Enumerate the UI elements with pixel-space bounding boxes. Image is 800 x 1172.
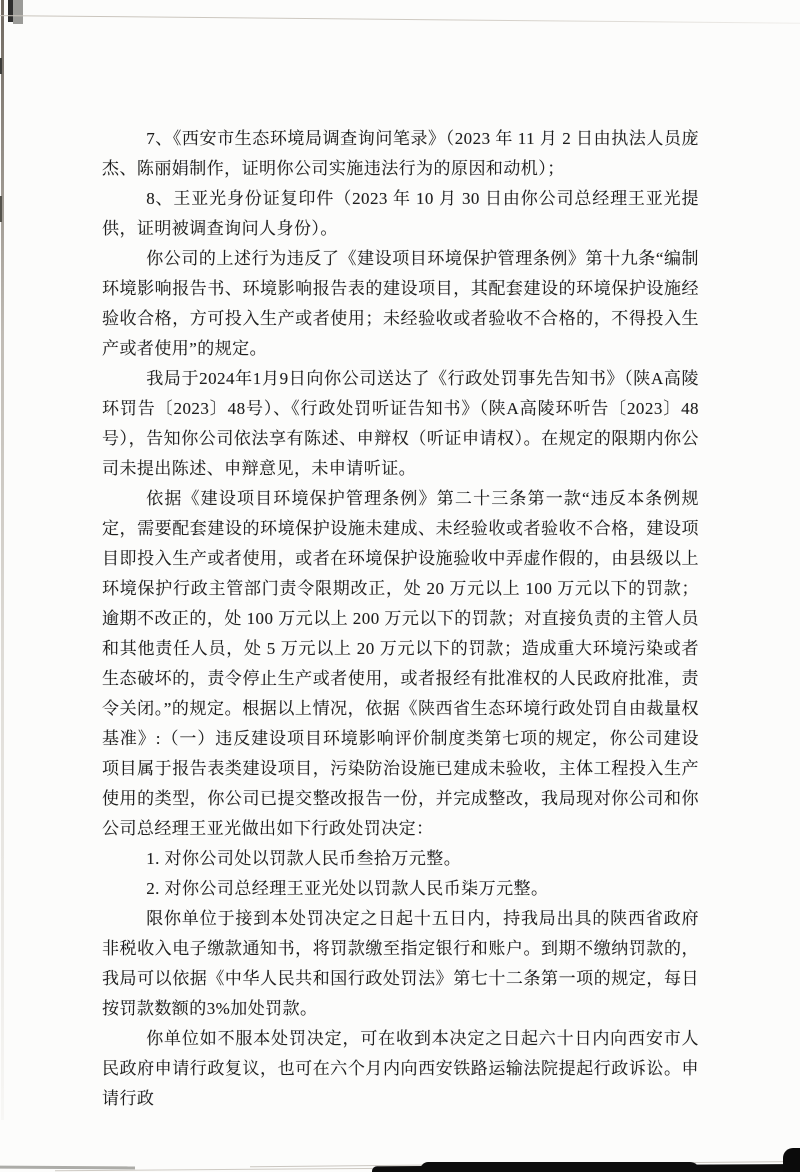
scan-artifact-topleft-black-bar xyxy=(8,0,13,22)
scan-artifact-topleft-gray-bar xyxy=(13,0,23,24)
paragraph-decision-item-2: 2. 对你公司总经理王亚光处以罚款人民币柒万元整。 xyxy=(146,879,549,898)
paragraph-payment-terms: 限你单位于接到本处罚决定之日起十五日内，持我局出具的陕西省政府非税收入电子缴款通知书，将罚款缴至指定银行和账户。到期不缴纳罚款的，我局可以依据《中华人民共和国行政处罚法》第七十二条第一项的规定，每日按罚款数额的3%加处罚款。 xyxy=(102,909,699,1018)
scan-artifact-bottomright-corner xyxy=(783,1148,800,1172)
paragraph-prior-notice: 我局于2024年1月9日向你公司送达了《行政处罚事先告知书》（陕A高陵环罚告〔2023〕48号）、《行政处罚听证告知书》（陕A高陵环听告〔2023〕48号），告知你公司依法享有陈述、申辩权（听证申请权）。在规定的限期内你公司未提出陈述、申辩意见，未申请听证。 xyxy=(102,369,699,478)
paragraph-violation: 你公司的上述行为违反了《建设项目环境保护管理条例》第十九条“编制环境影响报告书、环境影响报告表的建设项目，其配套建设的环境保护设施经验收合格，方可投入生产或者使用；未经验收或者验收不合格的，不得投入生产或者使用”的规定。 xyxy=(102,249,699,358)
paragraph-legal-basis: 依据《建设项目环境保护管理条例》第二十三条第一款“违反本条例规定，需要配套建设的环境保护设施未建成、未经验收或者验收不合格，建设项目即投入生产或者使用，或者在环境保护设施验收中弄虚作假的，由县级以上环境保护行政主管部门责令限期改正，处 20 万元以上 100 万元以下的罚款；逾期不改正的，处 100 万元以上 200 万元以下的罚款；对直接负责的主管人员和其他责任人员，处 5 万元以上 20 万元以下的罚款；造成重大环境污染或者生态破坏的，责令停止生产或者使用，或者报经有批准权的人民政府批准，责令关闭。”的规定。根据以上情况，依据《陕西省生态环境行政处罚自由裁量权基准》:（一）违反建设项目环境影响评价制度类第七项的规定，你公司建设项目属于报告表类建设项目，污染防治设施已建成未验收，主体工程投入生产使用的类型，你公司已提交整改报告一份，并完成整改，我局现对你公司和你公司总经理王亚光做出如下行政处罚决定： xyxy=(102,489,699,838)
scan-artifact-top-scanline xyxy=(0,15,800,24)
scan-artifact-left-edge-tick xyxy=(0,196,2,222)
scan-artifact-bottom-black-band xyxy=(420,1162,700,1172)
paragraph-evidence-8: 8、王亚光身份证复印件（2023 年 10 月 30 日由你公司总经理王亚光提供，证明被调查询问人身份）。 xyxy=(102,189,699,238)
scan-artifact-bottom-faint-line xyxy=(250,1161,800,1167)
paragraph-decision-item-1: 1. 对你公司处以罚款人民币叁拾万元整。 xyxy=(146,849,462,868)
scan-artifact-bottom-black-band xyxy=(372,1164,800,1172)
paragraph-appeal-rights: 你单位如不服本处罚决定，可在收到本决定之日起六十日内向西安市人民政府申请行政复议，也可在六个月内向西安铁路运输法院提起行政诉讼。申请行政 xyxy=(102,1029,699,1108)
scan-artifact-bottomleft-strip xyxy=(0,1166,135,1170)
paragraph-evidence-7: 7、《西安市生态环境局调查询问笔录》（2023 年 11 月 2 日由执法人员庞杰、陈丽娟制作，证明你公司实施违法行为的原因和动机）； xyxy=(102,129,699,178)
document-body xyxy=(102,124,699,1114)
scan-artifact-left-edge-tick xyxy=(0,58,2,74)
scan-artifact-left-edge-line xyxy=(1,0,4,1120)
scan-artifact-bottom-faint-line xyxy=(55,1165,800,1171)
